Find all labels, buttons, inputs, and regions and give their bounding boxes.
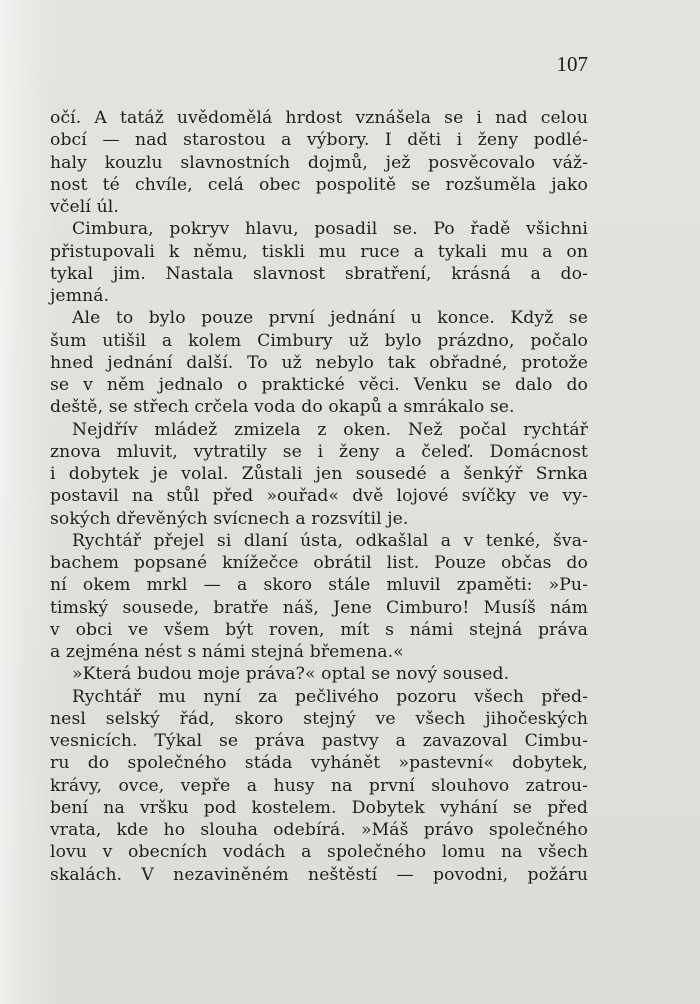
text-line: lovu v obecních vodách a společného lomu na všech	[50, 842, 588, 863]
text-line: Cimbura, pokryv hlavu, posadil se. Po řadě všichni	[72, 219, 588, 240]
text-line: v obci ve všem být roven, mít s námi stejná práva	[50, 619, 588, 640]
text-line: ru do společného stáda vyhánět »pastevní« dobytek,	[50, 753, 588, 774]
text-line: jemná.	[50, 286, 110, 306]
text-line: přistupovali k němu, tiskli mu ruce a tykali mu a on	[50, 241, 588, 262]
text-line: šum utišil a kolem Cimbury už bylo prázdno, počalo	[50, 330, 588, 351]
text-line: hned jednání další. To už nebylo tak obřadné, protože	[50, 352, 588, 373]
text-line: bení na vršku pod kostelem. Dobytek vyhání se před	[50, 797, 588, 818]
text-line: nost té chvíle, celá obec pospolitě se rozšuměla jako	[50, 174, 588, 195]
text-line: bachem popsané knížečce obrátil list. Pouze občas do	[50, 553, 588, 573]
text-line: Rychtář přejel si dlaní ústa, odkašlal a v tenké, šva-	[72, 530, 588, 551]
text-line: haly kouzlu slavnostních dojmů, jež posvěcovalo váž-	[50, 152, 588, 173]
text-line: Rychtář mu nyní za pečlivého pozoru všech před-	[72, 686, 588, 707]
text-line: postavil na stůl před »ouřad« dvě lojové svíčky ve vy-	[50, 486, 588, 507]
text-line: Nejdřív mládež zmizela z oken. Než počal rychtář	[72, 419, 588, 440]
text-line: skalách. V nezaviněném neštěstí — povodni, požáru	[50, 864, 588, 885]
text-line: očí. A tatáž uvědomělá hrdost vznášela se i nad celou	[50, 108, 588, 128]
text-line: i dobytek je volal. Zůstali jen sousedé a šenkýř Srnka	[50, 464, 588, 484]
text-line: deště, se střech crčela voda do okapů a smrákalo se.	[50, 397, 515, 418]
text-line: se v něm jednalo o praktické věci. Venku se dalo do	[50, 375, 588, 395]
text-line: a zejména nést s námi stejná břemena.«	[50, 642, 404, 662]
page-number: 107	[556, 52, 588, 76]
text-line: krávy, ovce, vepře a husy na první slouhovo zatrou-	[50, 775, 588, 796]
text-line: obcí — nad starostou a výbory. I děti i ženy podlé-	[50, 130, 588, 151]
text-line: sokých dřevěných svícnech a rozsvítil je.	[50, 508, 409, 529]
text-line: timský sousede, bratře náš, Jene Cimburo! Musíš nám	[50, 597, 588, 618]
body-text	[50, 107, 588, 886]
text-line: ní okem mrkl — a skoro stále mluvil zpaměti: »Pu-	[50, 575, 588, 596]
text-line: vrata, kde ho slouha odebírá. »Máš právo společného	[50, 820, 588, 840]
text-line: nesl selský řád, skoro stejný ve všech jihočeských	[50, 708, 588, 729]
text-line: znova mluvit, vytratily se i ženy a čeleď. Domácnost	[50, 441, 588, 462]
text-line: »Která budou moje práva?« optal se nový soused.	[72, 664, 510, 685]
text-line: vesnicích. Týkal se práva pastvy a zavazoval Cimbu-	[50, 731, 588, 751]
text-line: tykal jim. Nastala slavnost sbratření, krásná a do-	[50, 263, 588, 284]
text-line: Ale to bylo pouze první jednání u konce. Když se	[72, 308, 588, 329]
text-line: včelí úl.	[50, 197, 119, 217]
